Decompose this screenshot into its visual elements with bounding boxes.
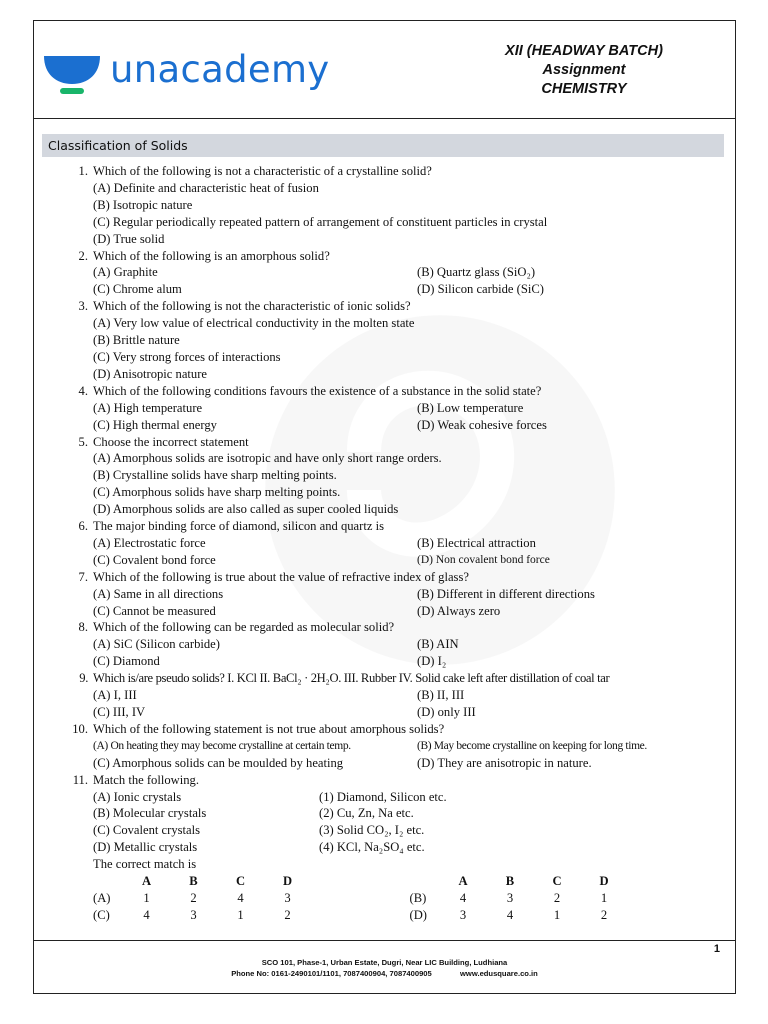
match-left-b: (B) Molecular crystals (93, 806, 207, 821)
col-header-d: D (282, 874, 293, 889)
question-text: Which of the following conditions favours the existence of a substance in the solid state? (93, 383, 542, 398)
answer-choice-d (410, 907, 727, 924)
question-number: 4. (78, 383, 88, 398)
choice-value: 3 (190, 907, 197, 922)
col-header-c: C (235, 874, 246, 889)
choice-value: 1 (600, 890, 608, 905)
batch-label: XII (HEADWAY BATCH) (505, 43, 663, 59)
choice-value: 2 (553, 890, 561, 905)
question-number: 1. (78, 164, 88, 178)
choice-value: 3 (459, 907, 467, 922)
question-7 (66, 569, 726, 620)
question-text: Choose the incorrect statement (93, 434, 249, 449)
option-b: (B) Brittle nature (93, 333, 180, 348)
option-a: (A) Graphite (93, 265, 158, 280)
option-b: (B) Isotropic nature (93, 197, 193, 212)
question-number: 7. (78, 569, 88, 584)
option-c: (C) Covalent bond force (93, 552, 216, 567)
option-a: (A) On heating they may become crystalline at certain temp. (93, 739, 351, 752)
match-right-2: (2) Cu, Zn, Na etc. (319, 806, 414, 821)
option-b: (B) Electrical attraction (417, 535, 536, 550)
question-text: Which of the following is not a characteristic of a crystalline solid? (93, 164, 432, 178)
choice-value: 4 (143, 907, 150, 922)
col-header-b: B (505, 874, 515, 889)
question-2 (66, 248, 726, 299)
question-number: 6. (78, 519, 88, 534)
question-number: 3. (78, 299, 88, 314)
answer-choice-a (93, 890, 410, 907)
question-5 (66, 434, 726, 519)
correct-match-label: The correct match is (93, 857, 197, 872)
answer-grid-right (410, 873, 727, 924)
question-list (66, 163, 726, 924)
match-answer-table (66, 873, 726, 924)
question-4 (66, 383, 726, 434)
option-b: (B) II, III (417, 688, 465, 703)
choice-value: 4 (237, 890, 244, 905)
choice-value: 4 (459, 890, 467, 905)
choice-label: (B) (409, 890, 427, 905)
match-right-4: (4) KCl, Na₂SO₄ etc. (319, 840, 425, 855)
footer-website[interactable]: www.edusquare.co.in (460, 969, 538, 978)
brand-name: unacademy (110, 48, 330, 91)
col-header-b: B (189, 874, 198, 889)
option-a: (A) Electrostatic force (93, 535, 206, 550)
option-a: (A) Amorphous solids are isotropic and have only short range orders. (93, 451, 442, 466)
answer-grid-left (93, 873, 410, 924)
question-number: 9. (79, 671, 88, 686)
option-d: (D) Non covalent bond force (417, 553, 550, 566)
option-c: (C) High thermal energy (93, 417, 217, 432)
question-number: 8. (78, 620, 88, 635)
question-text: Which of the following statement is not true about amorphous solids? (93, 721, 445, 736)
option-c: (C) Diamond (93, 654, 160, 669)
unacademy-logo-icon (42, 48, 102, 94)
question-number: 11. (72, 772, 88, 787)
choice-value: 4 (506, 907, 514, 922)
col-header-a: A (458, 874, 468, 889)
choice-value: 3 (284, 890, 291, 905)
answer-choice-c (93, 907, 410, 924)
question-text: Match the following. (93, 772, 199, 787)
option-c: (C) Regular periodically repeated pattern of arrangement of constituent particles in crystal (93, 214, 548, 229)
col-header-d: D (599, 874, 609, 889)
option-d: (D) Amorphous solids are also called as super cooled liquids (93, 502, 399, 517)
question-1 (66, 163, 726, 248)
option-a: (A) Same in all directions (93, 586, 224, 601)
footer (33, 957, 736, 979)
choice-value: 2 (600, 907, 608, 922)
match-right-1: (1) Diamond, Silicon etc. (319, 789, 447, 804)
option-a: (A) High temperature (93, 400, 203, 415)
option-a: (A) Very low value of electrical conductivity in the molten state (93, 316, 415, 331)
question-text: Which of the following is not the characteristic of ionic solids? (93, 299, 411, 314)
option-c: (C) Cannot be measured (93, 603, 216, 618)
question-text: Which of the following is true about the value of refractive index of glass? (93, 569, 469, 584)
option-d: (D) They are anisotropic in nature. (417, 755, 592, 770)
option-b: (B) Different in different directions (417, 586, 595, 601)
header-info (464, 42, 704, 99)
match-left-a: (A) Ionic crystals (93, 789, 182, 804)
match-left-d: (D) Metallic crystals (93, 840, 198, 855)
option-c: (C) Amorphous solids have sharp melting points. (93, 485, 341, 500)
col-header-a: A (141, 874, 152, 889)
option-d: (D) Anisotropic nature (93, 366, 208, 381)
option-a: (A) Definite and characteristic heat of fusion (93, 180, 319, 195)
question-10 (66, 721, 726, 772)
option-d: (D) True solid (93, 231, 165, 246)
match-left-c: (C) Covalent crystals (93, 823, 201, 838)
option-b: (B) AIN (417, 637, 459, 652)
option-b: (B) Quartz glass (SiO₂) (417, 265, 536, 280)
choice-label: (A) (93, 890, 111, 905)
question-number: 10. (72, 721, 88, 736)
choice-value: 3 (506, 890, 514, 905)
question-text: Which of the following can be regarded as molecular solid? (93, 620, 395, 635)
doc-type: Assignment (542, 62, 626, 78)
header-divider (33, 118, 736, 119)
question-text: The major binding force of diamond, silicon and quartz is (93, 519, 384, 534)
question-8 (66, 619, 726, 670)
option-c: (C) Chrome alum (93, 282, 182, 297)
question-number: 2. (78, 248, 88, 263)
footer-address: SCO 101, Phase-1, Urban Estate, Dugri, Near LIC Building, Ludhiana (261, 958, 508, 967)
question-9 (66, 670, 726, 721)
option-d: (D) I₂ (417, 654, 447, 669)
option-b: (B) Low temperature (417, 400, 524, 415)
footer-phone: Phone No: 0161-2490101/1101, 7087400904, 7087400905 (231, 969, 432, 978)
question-number: 5. (78, 434, 88, 449)
col-header-c: C (552, 874, 562, 889)
choice-label: (C) (93, 907, 110, 922)
option-a: (A) I, III (93, 688, 137, 703)
answer-choice-b (410, 890, 727, 907)
subject: CHEMISTRY (541, 81, 627, 97)
question-11 (66, 772, 726, 924)
question-6 (66, 518, 726, 569)
question-3 (66, 298, 726, 383)
question-text: Which is/are pseudo solids? I. KCl II. BaCl₂ · 2H₂O. III. Rubber IV. Solid cake left after distillation of coal tar (93, 671, 610, 686)
footer-divider (33, 940, 736, 941)
choice-value: 2 (284, 907, 291, 922)
section-title: Classification of Solids (42, 134, 724, 157)
option-d: (D) Silicon carbide (SiC) (417, 282, 544, 297)
page-number: 1 (713, 943, 720, 955)
option-d: (D) Always zero (417, 603, 501, 618)
choice-value: 1 (553, 907, 561, 922)
option-b: (B) Crystalline solids have sharp melting points. (93, 468, 337, 483)
choice-label: (D) (409, 907, 427, 922)
option-b: (B) May become crystalline on keeping for long time. (417, 739, 647, 752)
option-a: (A) SiC (Silicon carbide) (93, 637, 220, 652)
choice-value: 1 (237, 907, 244, 922)
option-c: (C) Very strong forces of interactions (93, 349, 281, 364)
choice-value: 1 (143, 890, 150, 905)
option-c: (C) Amorphous solids can be moulded by heating (93, 755, 344, 770)
option-d: (D) Weak cohesive forces (417, 417, 547, 432)
choice-value: 2 (190, 890, 197, 905)
option-d: (D) only III (417, 705, 476, 719)
question-text: Which of the following is an amorphous solid? (93, 248, 330, 263)
option-c: (C) III, IV (93, 705, 146, 719)
match-right-3: (3) Solid CO₂, I₂ etc. (319, 823, 425, 838)
